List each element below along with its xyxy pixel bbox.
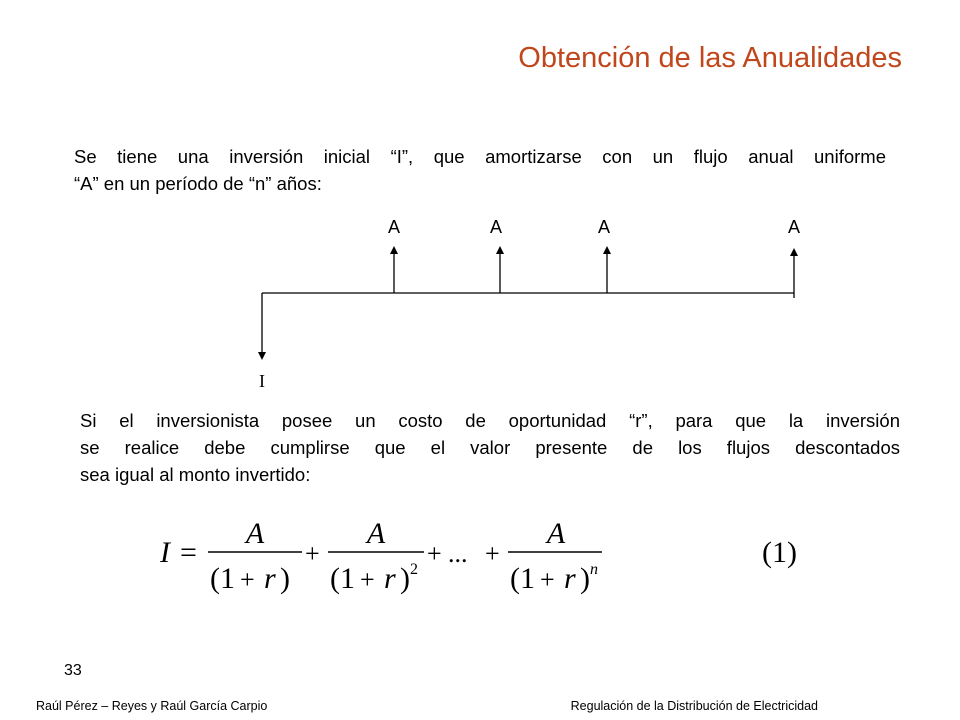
- plus-1: +: [305, 539, 320, 568]
- footer-course: Regulación de la Distribución de Electricidad: [570, 699, 818, 713]
- term1-denom-var: r: [264, 562, 276, 595]
- termn-denom-var: r: [564, 562, 576, 595]
- equation-number: (1): [762, 536, 797, 569]
- condition-line-1: Si el inversionista posee un costo de oportunidad “r”, para que la inversión: [80, 410, 900, 431]
- slide-number: 33: [64, 662, 82, 679]
- inflow-label-4: A: [787, 217, 801, 237]
- plus-2: +: [427, 539, 442, 568]
- termn-denom-plus: +: [540, 565, 555, 594]
- intro-line-1: Se tiene una inversión inicial “I”, que amortizarse con un flujo anual uniforme: [74, 146, 886, 167]
- condition-line-3: sea igual al monto invertido:: [80, 464, 311, 485]
- termn-denom-close: ): [580, 562, 590, 595]
- term2-denom-open: (1: [330, 562, 355, 595]
- intro-line-2: “A” en un período de “n” años:: [74, 173, 322, 194]
- term2-numerator: A: [366, 517, 386, 550]
- term2-denom-plus: +: [360, 565, 375, 594]
- inflow-label-1: A: [387, 217, 401, 237]
- footer-authors: Raúl Pérez – Reyes y Raúl García Carpio: [36, 699, 268, 713]
- term1-denom-plus: +: [240, 565, 255, 594]
- inflow-label-2: A: [489, 217, 503, 237]
- termn-numerator: A: [546, 517, 566, 550]
- slide-title: Obtención de las Anualidades: [518, 42, 902, 74]
- term2-denom-var: r: [384, 562, 396, 595]
- term1-denom-close: ): [280, 562, 290, 595]
- term2-exponent: 2: [410, 561, 418, 578]
- ellipsis: ...: [448, 539, 468, 568]
- plus-3: +: [485, 539, 500, 568]
- outflow-label: I: [259, 371, 265, 391]
- termn-exponent: n: [590, 561, 598, 578]
- term1-numerator: A: [245, 517, 265, 550]
- inflow-label-3: A: [597, 217, 611, 237]
- termn-denom-open: (1: [510, 562, 535, 595]
- term2-denom-close: ): [400, 562, 410, 595]
- term1-denom-open: (1: [210, 562, 235, 595]
- formula-lhs: I: [160, 536, 170, 569]
- formula-equals: =: [180, 536, 197, 569]
- condition-line-2: se realice debe cumplirse que el valor presente de los flujos descontados: [80, 437, 900, 458]
